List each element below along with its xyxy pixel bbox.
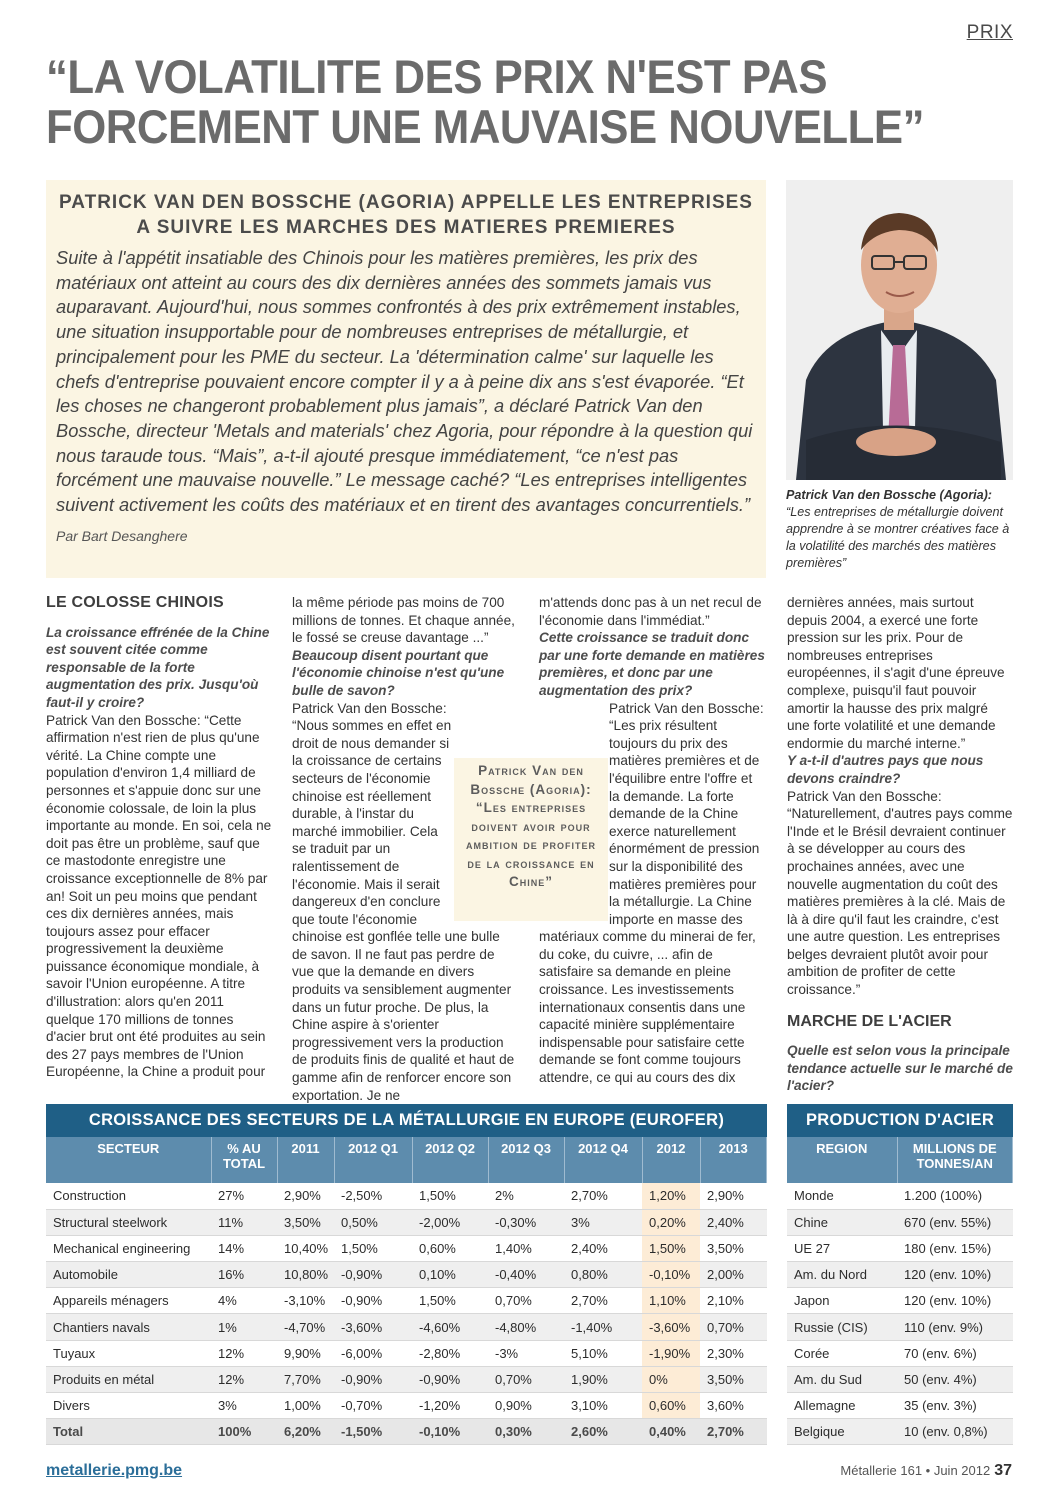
table-cell: 0,90% [488, 1393, 564, 1419]
table-cell: 7,70% [277, 1366, 334, 1392]
header-cell: 2013 [700, 1137, 767, 1183]
table-cell: 11% [211, 1209, 277, 1235]
table-row [787, 1235, 1013, 1261]
header-cell: 2012 Q1 [334, 1137, 412, 1183]
table-row [787, 1262, 1013, 1288]
intro-subtitle: PATRICK VAN DEN BOSSCHE (AGORIA) APPELLE LES ENTREPRISES A SUIVRE LES MARCHES DES MATIERES PREMIERES [59, 192, 753, 238]
table-cell: Appareils ménagers [46, 1288, 211, 1314]
table-cell: 1% [211, 1314, 277, 1340]
table-row [46, 1340, 767, 1366]
table-row [46, 1366, 767, 1392]
footer-issue [840, 1462, 1012, 1480]
header-cell: REGION [787, 1137, 897, 1183]
table-cell: 50 (env. 4%) [897, 1366, 1013, 1392]
growth-table-grid [46, 1137, 767, 1445]
table-row [46, 1314, 767, 1340]
table-row [787, 1288, 1013, 1314]
table-cell: 3,50% [700, 1366, 767, 1392]
growth-table-title: CROISSANCE DES SECTEURS DE LA MÉTALLURGIE EN EUROPE (EUROFER) [46, 1104, 767, 1137]
intro-text: Suite à l'appétit insatiable des Chinois pour les matières premières, les prix des matériaux ont atteint au cours des dix dernières années des sommets jamais vus auparavant. Aujourd'hui, nous sommes confrontés à des prix extrêmement instables, une situation insupportable pour de nombreuses entreprises de métallurgie, et principalement pour les PME du secteur. La 'détermination calme' sur laquelle les chefs d'entreprise pouvaient encore compter il y a à peine dix ans s'est évaporée. “Et les choses ne changeront probablement plus jamais”, a déclaré Patrick Van den Bossche, directeur 'Metals and materials' chez Agoria, pour répondre à la question qui nous taraude tous. “Mais”, a-t-il ajouté presque immédiatement, “ce n'est pas forcément une mauvaise nouvelle.” Le message caché? “Les entreprises intelligentes suivent activement les coûts des matériaux et en tirent des avantages concurrentiels.” [56, 247, 753, 516]
table-cell: 2,00% [700, 1262, 767, 1288]
table-cell: 10 (env. 0,8%) [897, 1419, 1013, 1445]
table-cell: Structural steelwork [46, 1209, 211, 1235]
production-table-title: PRODUCTION D'ACIER [787, 1104, 1013, 1137]
table-cell: 110 (env. 9%) [897, 1314, 1013, 1340]
table-cell: -3,10% [277, 1288, 334, 1314]
table-cell: Produits en métal [46, 1366, 211, 1392]
table-cell: Belgique [787, 1419, 897, 1445]
table-cell: 0,10% [412, 1262, 488, 1288]
table-cell: Am. du Nord [787, 1262, 897, 1288]
table-row [787, 1419, 1013, 1445]
header-cell: 2012 [642, 1137, 700, 1183]
table-cell: 2% [488, 1183, 564, 1209]
table-cell: Allemagne [787, 1393, 897, 1419]
table-cell: 1,90% [564, 1366, 642, 1392]
table-cell: -3,60% [334, 1314, 412, 1340]
intro-box [46, 180, 766, 578]
table-cell: -1,90% [642, 1340, 700, 1366]
table-row [46, 1183, 767, 1209]
table-cell: Russie (CIS) [787, 1314, 897, 1340]
answer-2: Patrick Van den Bossche: “Nous sommes en effet en droit de nous demander si la croissance de certains secteurs de l'économie chinoise est réellement durable, à l'instar du marché immobilier. Cela se traduit par un ralentissement de l'économie. Mais il serait dangereux d'en conclure que toute l'économie [292, 700, 452, 927]
table-cell: Am. du Sud [787, 1366, 897, 1392]
table-cell: 0,70% [700, 1314, 767, 1340]
table-row [46, 1262, 767, 1288]
table-cell: 2,70% [564, 1288, 642, 1314]
table-row [787, 1340, 1013, 1366]
answer-2-end: m'attends donc pas à un net recul de l'économie dans l'immédiat.” [539, 595, 762, 628]
table-cell: Chine [787, 1209, 897, 1235]
table-row [46, 1209, 767, 1235]
question-2: Beaucoup disent pourtant que l'économie chinoise n'est qu'une bulle de savon? [292, 647, 505, 698]
table-cell: 3% [564, 1209, 642, 1235]
portrait-photo [786, 180, 1013, 480]
question-1: La croissance effrénée de la Chine est souvent citée comme responsable de la forte augmentation des prix. Jusqu'où faut-il y croire? [46, 624, 270, 710]
table-cell: -6,00% [334, 1340, 412, 1366]
table-cell: Total [46, 1419, 211, 1445]
table-cell: -1,40% [564, 1314, 642, 1340]
table-cell: 9,90% [277, 1340, 334, 1366]
production-table-grid [787, 1137, 1013, 1445]
table-cell: -0,90% [334, 1262, 412, 1288]
table-cell: 2,90% [277, 1183, 334, 1209]
table-cell: 1,50% [334, 1235, 412, 1261]
table-cell: 3,50% [700, 1235, 767, 1261]
table-cell: 3% [211, 1393, 277, 1419]
table-cell: -0,90% [334, 1288, 412, 1314]
table-cell: Japon [787, 1288, 897, 1314]
issue-label: Métallerie 161 • Juin 2012 [840, 1463, 991, 1478]
table-cell: 10,80% [277, 1262, 334, 1288]
table-cell: -1,50% [334, 1419, 412, 1445]
table-cell: 1,50% [642, 1235, 700, 1261]
answer-3: Patrick Van den Bossche: “Les prix résultent toujours du prix des matières premières et de l'équilibre entre l'offre et la demande. La forte demande de la Chine exerce naturellement énormément de pression sur la disponibilité des matières premières pour la métallurgie. La Chine importe en masse des [609, 700, 764, 927]
article-column-4 [787, 594, 1013, 1095]
table-cell: 0,80% [564, 1262, 642, 1288]
table-row [46, 1288, 767, 1314]
table-cell: 0,60% [412, 1235, 488, 1261]
answer-3-end: dernières années, mais surtout depuis 2004, a exercé une forte pression sur les prix. Pour de nombreuses entreprises européennes, il s'agit d'une épreuve complexe, puisqu'il faut pouvoir amortir la hausse des prix malgré une forte volatilité et une demande endormie du marché interne.” [787, 595, 1005, 751]
table-cell: 70 (env. 6%) [897, 1340, 1013, 1366]
growth-table-body [46, 1183, 767, 1445]
table-cell: 0,50% [334, 1209, 412, 1235]
table-cell: -3% [488, 1340, 564, 1366]
table-cell: -2,80% [412, 1340, 488, 1366]
table-cell: 2,10% [700, 1288, 767, 1314]
table-cell: -0,90% [412, 1366, 488, 1392]
table-cell: 2,70% [564, 1183, 642, 1209]
production-table [787, 1104, 1013, 1445]
table-cell: 100% [211, 1419, 277, 1445]
table-row [787, 1209, 1013, 1235]
table-cell: 180 (env. 15%) [897, 1235, 1013, 1261]
table-cell: -0,40% [488, 1262, 564, 1288]
question-5: Quelle est selon vous la principale tendance actuelle sur le marché de l'acier? [787, 1043, 1013, 1094]
table-cell: Divers [46, 1393, 211, 1419]
table-cell: 1,50% [412, 1183, 488, 1209]
caption-text: “Les entreprises de métallurgie doivent apprendre à se montrer créatives face à la volatilité des marchés des matières premières” [786, 505, 1010, 570]
table-row [787, 1366, 1013, 1392]
header-cell: SECTEUR [46, 1137, 211, 1183]
production-table-header [787, 1137, 1013, 1183]
table-cell: -2,50% [334, 1183, 412, 1209]
table-cell: 6,20% [277, 1419, 334, 1445]
table-row [787, 1314, 1013, 1340]
table-row [46, 1393, 767, 1419]
table-cell: Monde [787, 1183, 897, 1209]
table-cell: 0,70% [488, 1288, 564, 1314]
table-cell: 3,60% [700, 1393, 767, 1419]
table-cell: 670 (env. 55%) [897, 1209, 1013, 1235]
table-cell: -0,30% [488, 1209, 564, 1235]
table-cell: 27% [211, 1183, 277, 1209]
article-column-1 [46, 594, 272, 1081]
header-cell: 2012 Q3 [488, 1137, 564, 1183]
table-cell: 3,10% [564, 1393, 642, 1419]
table-cell: 12% [211, 1340, 277, 1366]
table-cell: -0,70% [334, 1393, 412, 1419]
table-cell: 5,10% [564, 1340, 642, 1366]
growth-table [46, 1104, 767, 1445]
table-cell: 0,60% [642, 1393, 700, 1419]
table-cell: 1.200 (100%) [897, 1183, 1013, 1209]
table-cell: -0,10% [412, 1419, 488, 1445]
header-cell: 2012 Q4 [564, 1137, 642, 1183]
answer-2-cont: chinoise est gonflée telle une bulle de savon. Il ne faut pas perdre de vue que la demande en divers produits va sensiblement augmenter dans un futur proche. De plus, la Chine aspire à s'orienter progressivement vers la production de produits finis de qualité et haut de gamme afin de renforcer encore son exportation. Je ne [292, 929, 515, 1103]
table-cell: 120 (env. 10%) [897, 1288, 1013, 1314]
question-3: Cette croissance se traduit donc par une forte demande en matières premières, et donc par une augmentation des prix? [539, 630, 765, 698]
answer-4: Patrick Van den Bossche: “Naturellement, d'autres pays comme l'Inde et le Brésil devraient continuer à se développer au cours des prochaines années, avec une nouvelle augmentation du coût des matières premières à la clé. Mais de là à dire qu'il faut les craindre, c'est une autre question. Les entreprises belges devraient plutôt avoir pour ambition de profiter de cette croissance.” [787, 788, 1013, 998]
table-cell: 3,50% [277, 1209, 334, 1235]
footer-site-link[interactable]: metallerie.pmg.be [46, 1462, 183, 1479]
pull-quote: Patrick Van den Bossche (Agoria): “Les entreprises doivent avoir pour ambition de profiter de la croissance en Chine” [454, 758, 608, 921]
table-cell: 1,40% [488, 1235, 564, 1261]
table-cell: 1,50% [412, 1288, 488, 1314]
table-cell: Chantiers navals [46, 1314, 211, 1340]
table-cell: 16% [211, 1262, 277, 1288]
table-cell: 2,40% [564, 1235, 642, 1261]
header-cell: 2012 Q2 [412, 1137, 488, 1183]
table-cell: 0,70% [488, 1366, 564, 1392]
table-cell: 0% [642, 1366, 700, 1392]
growth-table-header [46, 1137, 767, 1183]
answer-1: Patrick Van den Bossche: “Cette affirmation n'est rien de plus qu'une vérité. La Chine compte une population d'environ 1,4 milliard de personnes et s'appuie donc sur une économie colossale, de loin la plus importante au monde. En soi, cela ne doit pas être un problème, sauf que ce mastodonte enregistre une croissance exceptionnelle de 8% par an! Soit un peu moins que pendant ces dix dernières années, mais toujours assez pour effacer progressivement la deuxième puissance économique mondiale, à savoir l'Union européenne. A titre d'illustration: alors qu'en 2011 quelque 170 millions de tonnes d'acier brut ont été produites au sein des 27 pays membres de l'Union Européenne, la Chine a produit pour [46, 712, 272, 1080]
table-cell: -4,60% [412, 1314, 488, 1340]
table-cell: -0,10% [642, 1262, 700, 1288]
header-cell: MILLIONS DE TONNES/AN [897, 1137, 1013, 1183]
portrait-illustration [786, 180, 1013, 480]
header-cell: 2011 [277, 1137, 334, 1183]
table-cell: 2,70% [700, 1419, 767, 1445]
table-cell: Mechanical engineering [46, 1235, 211, 1261]
table-cell: Tuyaux [46, 1340, 211, 1366]
page-number: 37 [994, 1462, 1012, 1479]
production-table-body [787, 1183, 1013, 1445]
table-cell: 2,30% [700, 1340, 767, 1366]
table-row [787, 1393, 1013, 1419]
answer-3-cont: matériaux comme du minerai de fer, du coke, du cuivre, ... afin de satisfaire sa demande en pleine croissance. Les investissements internationaux consentis dans une capacité minière supplémentaire indispensable pour satisfaire cette demande se font comme toujours attendre, ce qui au cours des dix [539, 929, 756, 1086]
table-cell: -4,70% [277, 1314, 334, 1340]
table-cell: 1,00% [277, 1393, 334, 1419]
table-cell: -3,60% [642, 1314, 700, 1340]
section-heading-steel: MARCHE DE L'ACIER [787, 1012, 952, 1030]
table-row [787, 1183, 1013, 1209]
table-total-row [46, 1419, 767, 1445]
answer-1-cont: la même période pas moins de 700 millions de tonnes. Et chaque année, le fossé se creuse davantage ...” [292, 595, 515, 646]
table-cell: -1,20% [412, 1393, 488, 1419]
table-cell: 35 (env. 3%) [897, 1393, 1013, 1419]
section-heading-chinese: LE COLOSSE CHINOIS [46, 594, 224, 611]
table-cell: 2,60% [564, 1419, 642, 1445]
section-tag: PRIX [966, 22, 1013, 43]
table-cell: Construction [46, 1183, 211, 1209]
headline: “LA VOLATILITE DES PRIX N'EST PAS FORCEMENT UNE MAUVAISE NOUVELLE” [46, 50, 924, 153]
table-cell: 14% [211, 1235, 277, 1261]
table-cell: 1,10% [642, 1288, 700, 1314]
byline: Par Bart Desanghere [56, 527, 188, 544]
table-cell: 0,30% [488, 1419, 564, 1445]
table-cell: Corée [787, 1340, 897, 1366]
header-cell: % AU TOTAL [211, 1137, 277, 1183]
table-cell: 10,40% [277, 1235, 334, 1261]
caption-name: Patrick Van den Bossche (Agoria): [786, 488, 992, 502]
table-cell: 2,90% [700, 1183, 767, 1209]
table-cell: 120 (env. 10%) [897, 1262, 1013, 1288]
table-cell: 1,20% [642, 1183, 700, 1209]
photo-caption [786, 487, 1013, 572]
table-cell: 2,40% [700, 1209, 767, 1235]
table-row [46, 1235, 767, 1261]
table-cell: -4,80% [488, 1314, 564, 1340]
table-cell: Automobile [46, 1262, 211, 1288]
table-cell: UE 27 [787, 1235, 897, 1261]
table-cell: -0,90% [334, 1366, 412, 1392]
table-cell: 0,20% [642, 1209, 700, 1235]
table-cell: -2,00% [412, 1209, 488, 1235]
question-4: Y a-t-il d'autres pays que nous devons craindre? [787, 753, 984, 786]
table-cell: 12% [211, 1366, 277, 1392]
table-cell: 0,40% [642, 1419, 700, 1445]
table-cell: 4% [211, 1288, 277, 1314]
